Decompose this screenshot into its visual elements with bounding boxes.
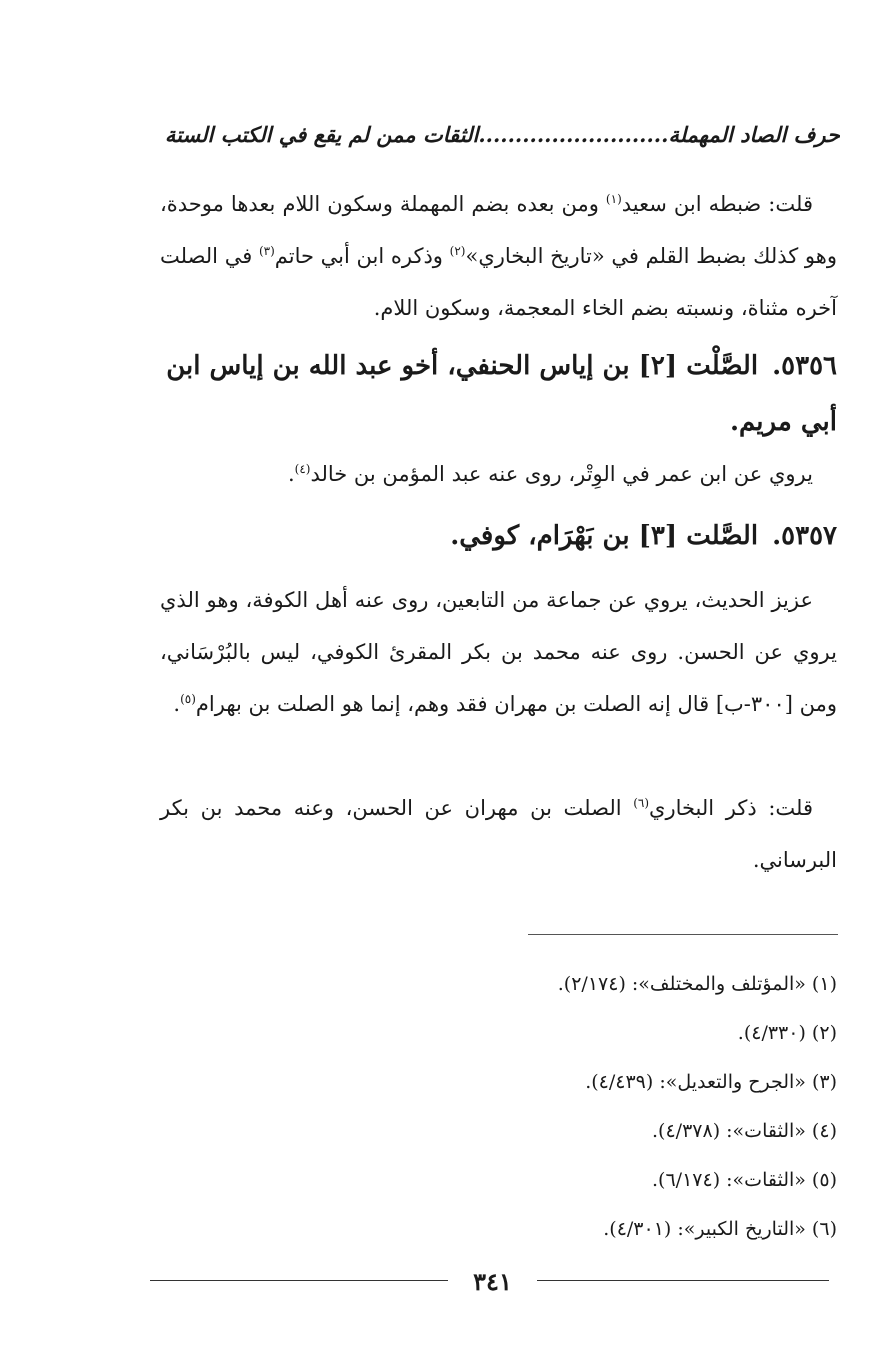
para1-text-a: قلت: ضبطه ابن سعيد [621, 192, 813, 216]
commentary-paragraph-2 [160, 782, 837, 886]
footnote-ref-2[interactable]: (٢) [449, 244, 466, 258]
footnotes-list [160, 960, 837, 1254]
entry-heading-5356 [160, 338, 837, 450]
entry-title: الصَّلت [٣] بن بَهْرَام، كوفي. [450, 521, 759, 551]
header-chapter-title: حرف الصاد المهملة [668, 122, 840, 147]
footnote-4: (٤) «الثقات»: (٤/٣٧٨). [652, 1120, 837, 1142]
footnote-separator [528, 934, 838, 935]
entry-5356-body [160, 448, 837, 500]
header-leader-dots: .......................... [478, 122, 669, 147]
para3-text-a: عزيز الحديث، يروي عن جماعة من التابعين، روى عنه أهل الكوفة، وهو الذي يروي عن الحسن. روى عنه محمد بن بكر المقرئ الكوفي، ليس بالبُرْسَاني، ومن [٣٠٠-ب] قال إنه الصلت بن مهران فقد وهم، إنما هو الصلت بن بهرام [160, 588, 837, 716]
page-number: ٣٤١ [473, 1267, 512, 1296]
entry-number: ٥٣٥٧. [772, 521, 837, 551]
footnote-3: (٣) «الجرح والتعديل»: (٤/٤٣٩). [585, 1071, 837, 1093]
para1-text-b: ومن بعده بضم المهملة وسكون اللام بعدها موحدة، وهو كذلك بضبط القلم في «تاريخ البخاري» [160, 192, 837, 268]
footnote-6: (٦) «التاريخ الكبير»: (٤/٣٠١). [603, 1218, 837, 1240]
footnote-ref-3[interactable]: (٣) [258, 244, 275, 258]
para4-text-b: الصلت بن مهران عن الحسن، وعنه محمد بن بكر البرساني. [160, 796, 837, 872]
para1-text-d: في الصلت آخره مثناة، ونسبته بضم الخاء المعجمة، وسكون اللام. [160, 244, 837, 320]
footnote-ref-5[interactable]: (٥) [180, 692, 196, 706]
entry-5357-body [160, 574, 837, 730]
footer-rule-left [150, 1280, 448, 1281]
para2-text-a: يروي عن ابن عمر في الوِتْر، روى عنه عبد المؤمن بن خالد [310, 462, 813, 486]
commentary-paragraph-1 [160, 178, 837, 334]
entry-heading-5357 [160, 508, 837, 564]
footnote-ref-1[interactable]: (١) [605, 192, 622, 206]
entry-title: الصَّلْت [٢] بن إياس الحنفي، أخو عبد الله بن إياس ابن أبي مريم. [166, 351, 837, 437]
running-header [160, 122, 840, 158]
para4-text-a: قلت: ذكر البخاري [649, 796, 813, 820]
footnote-1: (١) «المؤتلف والمختلف»: (٢/١٧٤). [557, 973, 837, 995]
para3-text-b: . [173, 692, 181, 716]
entry-number: ٥٣٥٦. [772, 351, 837, 381]
footnote-5: (٥) «الثقات»: (٦/١٧٤). [652, 1169, 837, 1191]
para2-text-b: . [287, 462, 295, 486]
footnote-2: (٢) (٤/٣٣٠). [737, 1022, 837, 1044]
footer-rule-right [537, 1280, 829, 1281]
header-book-title: الثقات ممن لم يقع في الكتب الستة [164, 122, 479, 147]
footnote-ref-6[interactable]: (٦) [633, 796, 650, 810]
para1-text-c: وذكره ابن أبي حاتم [274, 244, 450, 268]
footnote-ref-4[interactable]: (٤) [294, 462, 311, 476]
